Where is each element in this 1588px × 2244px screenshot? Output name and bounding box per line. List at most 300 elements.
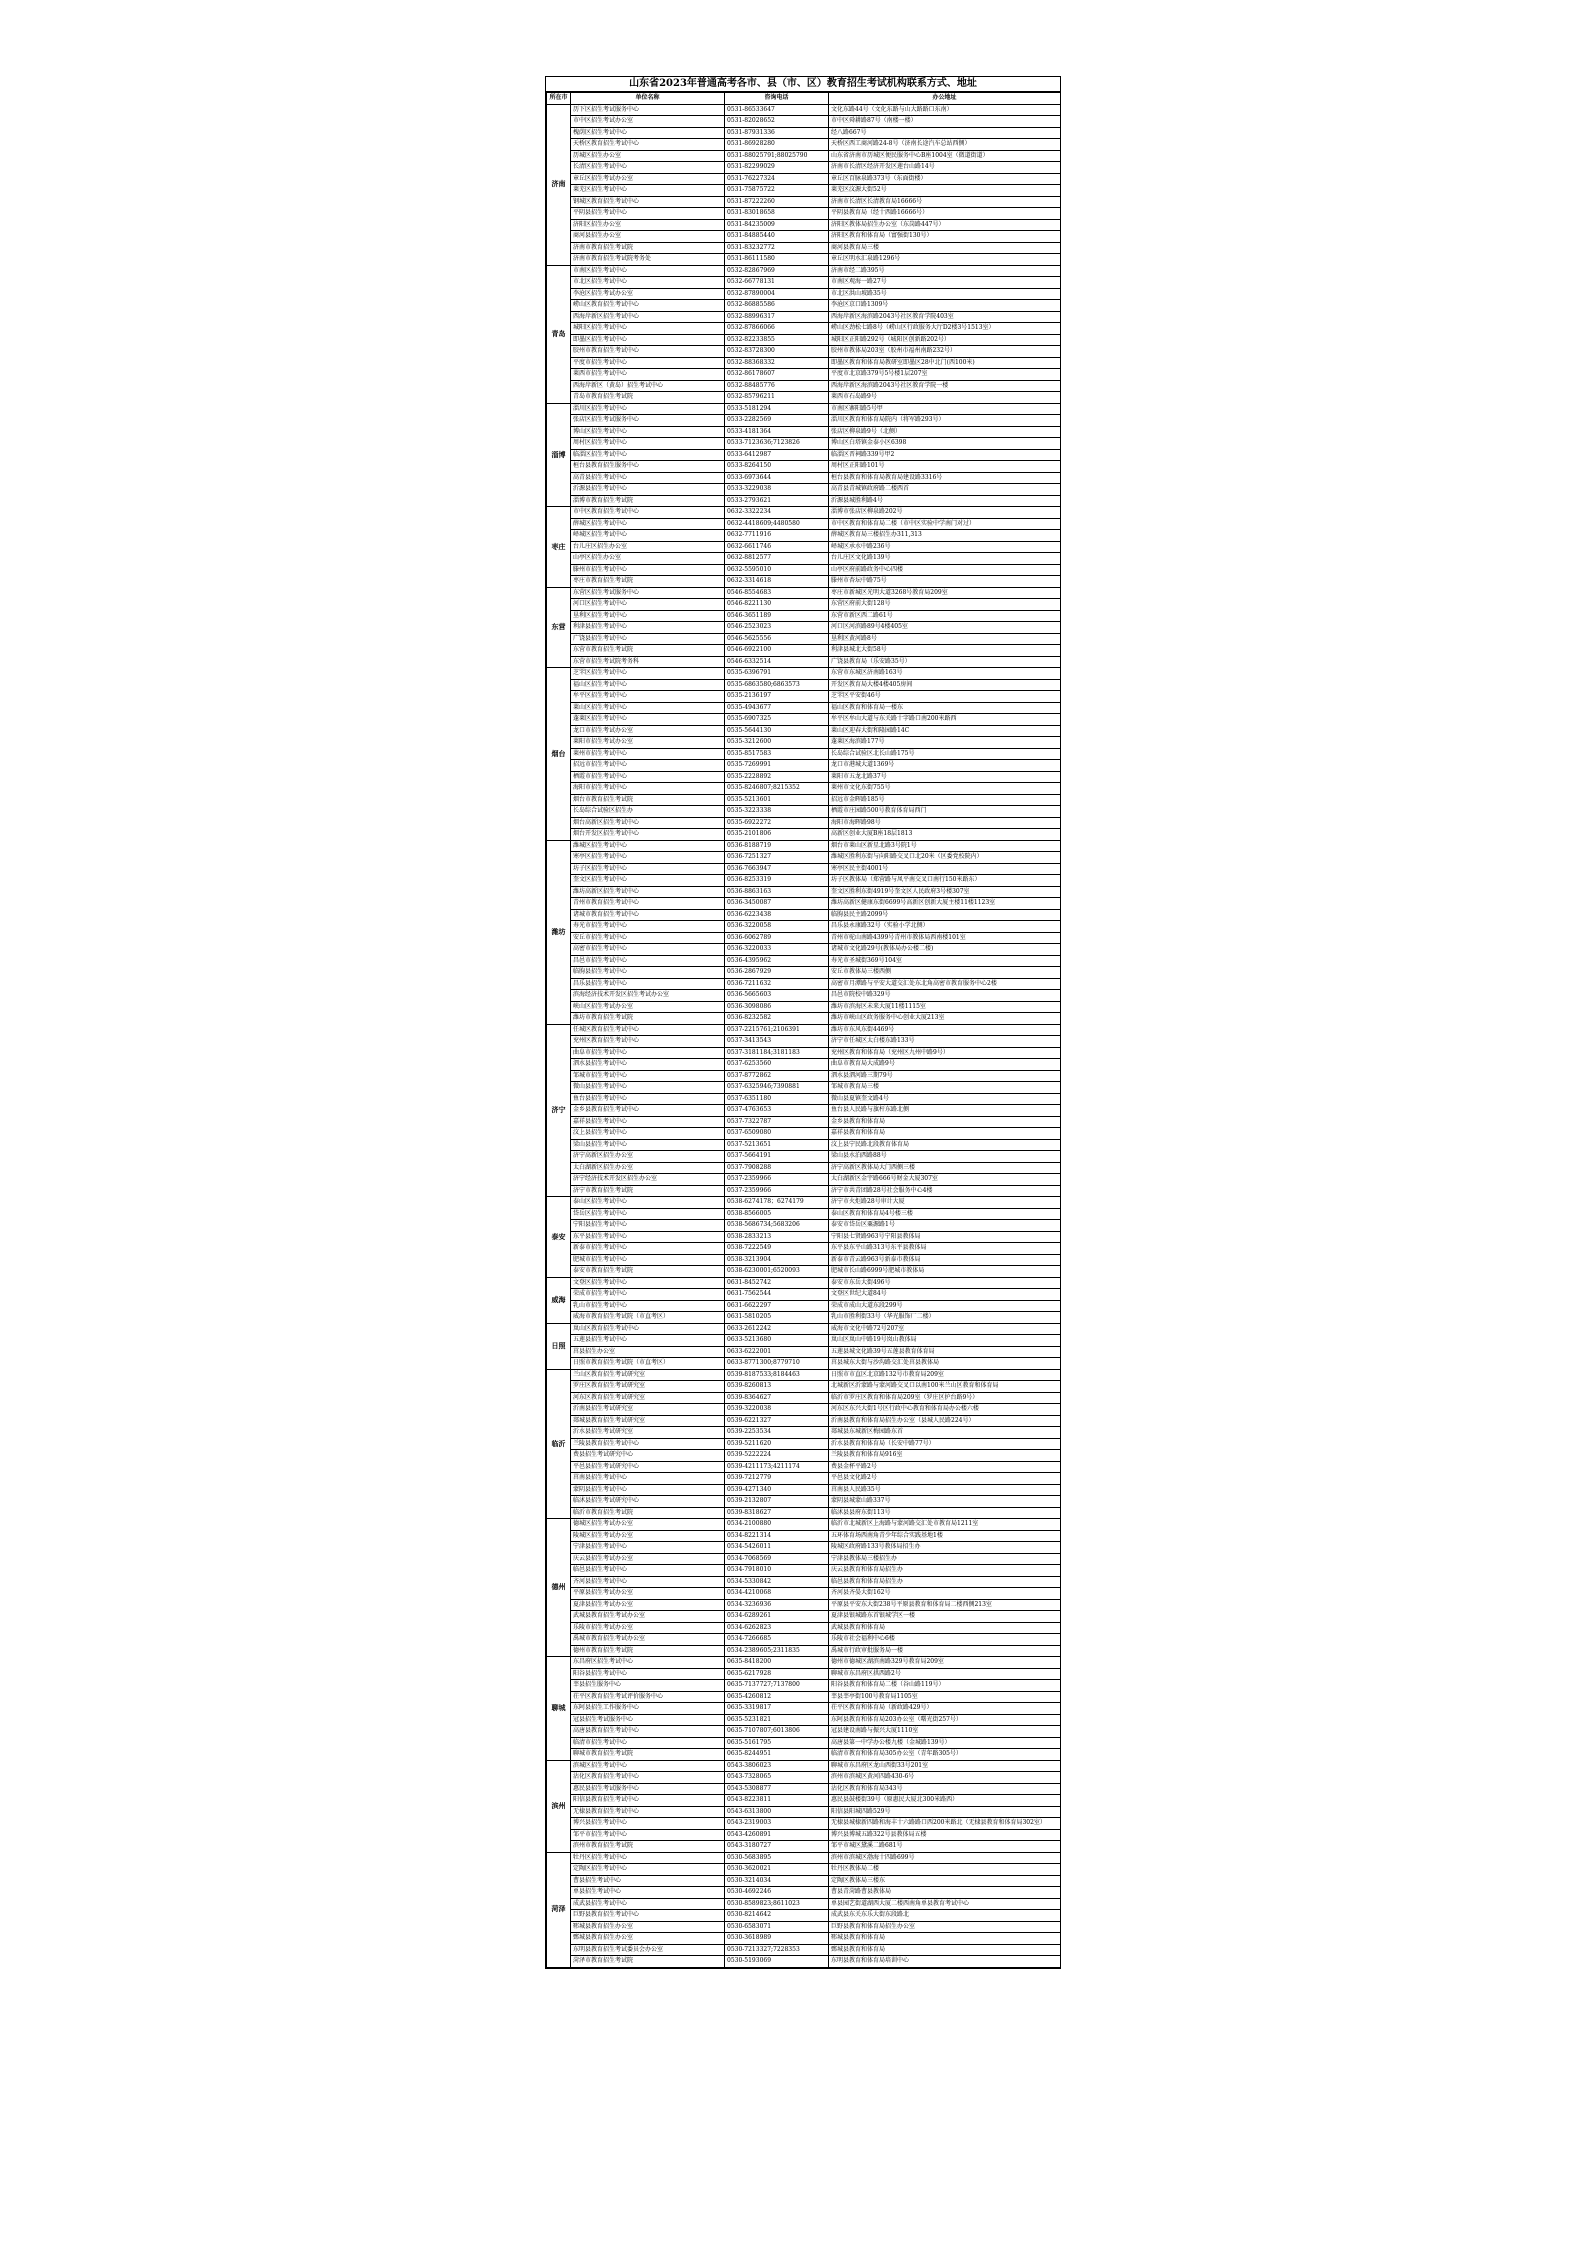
contact-table-document	[545, 76, 1061, 1969]
unit-name-cell: 昌乐县招生考试中心	[571, 978, 725, 990]
phone-cell: 0531-83018658	[725, 208, 829, 220]
address-cell: 德州市德城区湖滨南路329号教育局209室	[829, 1657, 1061, 1669]
unit-name-cell: 邹平市招生考试中心	[571, 1829, 725, 1841]
address-cell: 五莲县城文化路39号五莲县教育体育局	[829, 1346, 1061, 1358]
address-cell: 济宁高新区教体局大门西侧三楼	[829, 1162, 1061, 1174]
unit-name-cell: 冠县招生考试服务中心	[571, 1714, 725, 1726]
address-cell: 文化东路44号（文化东路与山大路路口东南）	[829, 104, 1061, 116]
address-cell: 青州市驼山南路4399号青州市教体局西南楼101室	[829, 932, 1061, 944]
unit-name-cell: 梁山县招生考试中心	[571, 1139, 725, 1151]
unit-name-cell: 沾化区教育招生考试中心	[571, 1772, 725, 1784]
table-row	[547, 794, 1061, 806]
table-row	[547, 1806, 1061, 1818]
page-title: 山东省2023年普通高考各市、县（市、区）教育招生考试机构联系方式、地址	[546, 77, 1060, 92]
table-row	[547, 1611, 1061, 1623]
phone-cell: 0635-6217928	[725, 1668, 829, 1680]
phone-cell: 0537-2359966	[725, 1174, 829, 1186]
address-cell: 陵城区政府路133号教体局招生办	[829, 1542, 1061, 1554]
table-row	[547, 990, 1061, 1002]
unit-name-cell: 兰山区教育招生考试研究室	[571, 1369, 725, 1381]
table-row	[547, 817, 1061, 829]
address-cell: 梁山县水泊西路88号	[829, 1151, 1061, 1163]
phone-cell: 0534-7266685	[725, 1634, 829, 1646]
unit-name-cell: 奎文区招生考试中心	[571, 875, 725, 887]
table-row	[547, 1737, 1061, 1749]
table-row	[547, 1622, 1061, 1634]
table-row	[547, 1231, 1061, 1243]
table-row	[547, 1645, 1061, 1657]
table-row	[547, 978, 1061, 990]
table-row	[547, 760, 1061, 772]
unit-name-cell: 济南市教育招生考试院	[571, 242, 725, 254]
unit-name-cell: 商河县招生办公室	[571, 231, 725, 243]
table-row	[547, 1795, 1061, 1807]
table-row	[547, 438, 1061, 450]
address-cell: 淄川区教育和体育局院内（将军路293号）	[829, 415, 1061, 427]
address-cell: 沾化区教育和体育局343号	[829, 1783, 1061, 1795]
table-row	[547, 1599, 1061, 1611]
phone-cell: 0537-7908288	[725, 1162, 829, 1174]
table-row	[547, 1047, 1061, 1059]
unit-name-cell: 潍城区招生考试中心	[571, 840, 725, 852]
phone-cell: 0535-6863580;6863573	[725, 679, 829, 691]
city-cell: 滨州	[547, 1760, 571, 1852]
phone-cell: 0632-7711916	[725, 530, 829, 542]
unit-name-cell: 胶州市教育招生考试中心	[571, 346, 725, 358]
unit-name-cell: 高青县招生考试中心	[571, 472, 725, 484]
unit-name-cell: 市南区招生考试中心	[571, 265, 725, 277]
unit-name-cell: 诸城市教育招生考试中心	[571, 909, 725, 921]
address-cell: 博兴县博城五路322号县教体局五楼	[829, 1829, 1061, 1841]
phone-cell: 0532-88485776	[725, 380, 829, 392]
unit-name-cell: 蓬莱区招生考试中心	[571, 714, 725, 726]
unit-name-cell: 市中区教育招生考试中心	[571, 507, 725, 519]
unit-name-cell: 坊子区招生考试中心	[571, 863, 725, 875]
phone-cell: 0538-5686734;5683206	[725, 1220, 829, 1232]
phone-cell: 0531-76227324	[725, 173, 829, 185]
address-cell: 李沧区京口路1309号	[829, 300, 1061, 312]
unit-name-cell: 武城县教育招生考试办公室	[571, 1611, 725, 1623]
address-cell: 市南区观海一路27号	[829, 277, 1061, 289]
table-row	[547, 1289, 1061, 1301]
table-row	[547, 944, 1061, 956]
unit-name-cell: 博山区招生考试中心	[571, 426, 725, 438]
phone-cell: 0531-86111580	[725, 254, 829, 266]
phone-cell: 0532-85796211	[725, 392, 829, 404]
unit-name-cell: 宁阳县招生考试中心	[571, 1220, 725, 1232]
phone-cell: 0530-8589823;8611023	[725, 1898, 829, 1910]
phone-cell: 0543-3180727	[725, 1841, 829, 1853]
unit-name-cell: 临淄区招生考试中心	[571, 449, 725, 461]
unit-name-cell: 高密市招生考试中心	[571, 944, 725, 956]
table-row	[547, 1668, 1061, 1680]
city-cell: 济南	[547, 104, 571, 265]
address-cell: 海阳市海晖路98号	[829, 817, 1061, 829]
address-cell: 莱芜区汶源大街52号	[829, 185, 1061, 197]
address-cell: 东平县东平山路313号东平县教体局	[829, 1243, 1061, 1255]
address-cell: 新泰市青云路963号新泰市教体局	[829, 1254, 1061, 1266]
unit-name-cell: 西海岸新区招生考试中心	[571, 311, 725, 323]
table-row	[547, 380, 1061, 392]
unit-name-cell: 河口区招生考试中心	[571, 599, 725, 611]
unit-name-cell: 博兴县招生考试中心	[571, 1818, 725, 1830]
phone-cell: 0543-2319003	[725, 1818, 829, 1830]
address-cell: 曹县青菏路曹县教体局	[829, 1887, 1061, 1899]
phone-cell: 0538-7222549	[725, 1243, 829, 1255]
phone-cell: 0539-5222224	[725, 1450, 829, 1462]
phone-cell: 0533-2793621	[725, 495, 829, 507]
table-row	[547, 1220, 1061, 1232]
unit-name-cell: 茌平区教育招生考试评价服务中心	[571, 1691, 725, 1703]
unit-name-cell: 岱岳区招生考试中心	[571, 1208, 725, 1220]
phone-cell: 0538-6230001;6520093	[725, 1266, 829, 1278]
table-row	[547, 1139, 1061, 1151]
address-cell: 东营区府前大街128号	[829, 599, 1061, 611]
unit-name-cell: 薛城区招生考试中心	[571, 518, 725, 530]
address-cell: 聊城市东昌府区龙山西街33号201室	[829, 1760, 1061, 1772]
unit-name-cell: 周村区招生考试中心	[571, 438, 725, 450]
unit-name-cell: 任城区教育招生考试中心	[571, 1024, 725, 1036]
unit-name-cell: 长清区招生考试中心	[571, 162, 725, 174]
table-row	[547, 1013, 1061, 1025]
address-cell: 庆云县教育和体育局招生办	[829, 1565, 1061, 1577]
address-cell: 市南区寨阳路5号甲	[829, 403, 1061, 415]
unit-name-cell: 莱州市招生考试中心	[571, 748, 725, 760]
table-row	[547, 484, 1061, 496]
unit-name-cell: 泰安市教育招生考试院	[571, 1266, 725, 1278]
phone-cell: 0635-7107807;6013806	[725, 1726, 829, 1738]
address-cell: 邹平市城区黛溪二路681号	[829, 1841, 1061, 1853]
table-row	[547, 1277, 1061, 1289]
phone-cell: 0532-87866066	[725, 323, 829, 335]
phone-cell: 0633-6222001	[725, 1346, 829, 1358]
address-cell: 奎文区胜利东街4919号奎文区人民政府3号楼307室	[829, 886, 1061, 898]
phone-cell: 0635-4260812	[725, 1691, 829, 1703]
unit-name-cell: 昌邑市招生考试中心	[571, 955, 725, 967]
phone-cell: 0631-8452742	[725, 1277, 829, 1289]
table-row	[547, 1507, 1061, 1519]
table-row	[547, 1852, 1061, 1864]
address-cell: 单县园艺街道湖西大厦二楼西南角单县教育考试中心	[829, 1898, 1061, 1910]
address-cell: 泰安市岱岳区粟源路1号	[829, 1220, 1061, 1232]
phone-cell: 0546-8554683	[725, 587, 829, 599]
phone-cell: 0535-8517583	[725, 748, 829, 760]
phone-cell: 0539-2253534	[725, 1427, 829, 1439]
phone-cell: 0533-6973644	[725, 472, 829, 484]
table-row	[547, 737, 1061, 749]
table-row	[547, 1185, 1061, 1197]
address-cell: 济阳区教体局招生办公室（东岗路447号）	[829, 219, 1061, 231]
phone-cell: 0535-5213601	[725, 794, 829, 806]
table-row	[547, 277, 1061, 289]
address-cell: 枣庄市新城区光明大道3268号教育局209室	[829, 587, 1061, 599]
address-cell: 芝罘区平安街46号	[829, 691, 1061, 703]
unit-name-cell: 东平县招生考试中心	[571, 1231, 725, 1243]
city-cell: 泰安	[547, 1197, 571, 1278]
unit-name-cell: 淄川区招生考试中心	[571, 403, 725, 415]
phone-cell: 0532-87890004	[725, 288, 829, 300]
address-cell: 乐陵市社会福利中心6楼	[829, 1634, 1061, 1646]
phone-cell: 0537-8772862	[725, 1070, 829, 1082]
address-cell: 龙口市港城大道1369号	[829, 760, 1061, 772]
city-cell: 威海	[547, 1277, 571, 1323]
table-row	[547, 242, 1061, 254]
phone-cell: 0530-5683895	[725, 1852, 829, 1864]
table-row	[547, 587, 1061, 599]
address-cell: 莒南县人民路35号	[829, 1484, 1061, 1496]
address-cell: 冠县建设南路与振兴大厦1110室	[829, 1726, 1061, 1738]
address-cell: 兖州区教育和体育局（兖州区九州中路9号）	[829, 1047, 1061, 1059]
table-row	[547, 1634, 1061, 1646]
address-cell: 泗水县泗河路三期79号	[829, 1070, 1061, 1082]
table-row	[547, 1519, 1061, 1531]
phone-cell: 0543-6313800	[725, 1806, 829, 1818]
address-cell: 河东区东兴大街1号区行政中心教育和体育局办公楼六楼	[829, 1404, 1061, 1416]
table-row	[547, 231, 1061, 243]
table-row	[547, 633, 1061, 645]
address-cell: 济南市长清区经济开发区莲台山路14号	[829, 162, 1061, 174]
table-row	[547, 955, 1061, 967]
address-cell: 禹城市行政审批服务局一楼	[829, 1645, 1061, 1657]
address-cell: 东明县教育和体育局培训中心	[829, 1956, 1061, 1968]
table-row	[547, 1427, 1061, 1439]
table-row	[547, 645, 1061, 657]
unit-name-cell: 曹县招生考试中心	[571, 1875, 725, 1887]
unit-name-cell: 寿光市招生考试中心	[571, 921, 725, 933]
table-row	[547, 622, 1061, 634]
header-address: 办公地址	[829, 93, 1061, 105]
unit-name-cell: 东昌府区招生考试中心	[571, 1657, 725, 1669]
phone-cell: 0631-6622297	[725, 1300, 829, 1312]
address-cell: 沂源县城胜利路4号	[829, 495, 1061, 507]
phone-cell: 0546-6922100	[725, 645, 829, 657]
table-row	[547, 1415, 1061, 1427]
unit-name-cell: 城阳区招生考试中心	[571, 323, 725, 335]
table-row	[547, 1128, 1061, 1140]
address-cell: 平阴县教育局（经十西路16666号）	[829, 208, 1061, 220]
unit-name-cell: 市北区招生考试中心	[571, 277, 725, 289]
unit-name-cell: 福山区招生考试中心	[571, 679, 725, 691]
table-row	[547, 771, 1061, 783]
address-cell: 济宁市火炬路28号审计大厦	[829, 1197, 1061, 1209]
address-cell: 山东省济南市历城区便民服务中心B座1004室（微道街道）	[829, 150, 1061, 162]
table-row	[547, 1783, 1061, 1795]
city-cell: 潍坊	[547, 840, 571, 1024]
city-cell: 淄博	[547, 403, 571, 507]
phone-cell: 0539-8318627	[725, 1507, 829, 1519]
phone-cell: 0536-2867929	[725, 967, 829, 979]
unit-name-cell: 荣成市招生考试中心	[571, 1289, 725, 1301]
address-cell: 临沂市罗庄区教育和体育局209室（罗庄区护台路9号）	[829, 1392, 1061, 1404]
address-cell: 齐河县齐晏大街162号	[829, 1588, 1061, 1600]
address-cell: 昌邑市院校中路329号	[829, 990, 1061, 1002]
table-row	[547, 346, 1061, 358]
phone-cell: 0536-7211632	[725, 978, 829, 990]
address-cell: 西海岸新区海滨路2043号社区教育学院一楼	[829, 380, 1061, 392]
table-row	[547, 702, 1061, 714]
phone-cell: 0635-3319817	[725, 1703, 829, 1715]
phone-cell: 0532-82233855	[725, 334, 829, 346]
unit-name-cell: 泰山区招生考试中心	[571, 1197, 725, 1209]
unit-name-cell: 济阳区招生办公室	[571, 219, 725, 231]
unit-name-cell: 单县招生考试中心	[571, 1887, 725, 1899]
unit-name-cell: 莱西市招生考试中心	[571, 369, 725, 381]
address-cell: 巨野县教育和体育局招生办公室	[829, 1921, 1061, 1933]
unit-name-cell: 日照市教育招生考试院（市直考区）	[571, 1358, 725, 1370]
phone-cell: 0537-5213651	[725, 1139, 829, 1151]
phone-cell: 0536-7663947	[725, 863, 829, 875]
table-row	[547, 932, 1061, 944]
table-row	[547, 576, 1061, 588]
unit-name-cell: 青州市教育招生考试中心	[571, 898, 725, 910]
address-cell: 即墨区教育和体育局教研室即墨区28中北门(西100米)	[829, 357, 1061, 369]
address-cell: 阳谷县教育和体育局二楼（谷山路119号）	[829, 1680, 1061, 1692]
unit-name-cell: 临朐县招生考试中心	[571, 967, 725, 979]
address-cell: 平原县平安东大街238号平原县教育和体育局二楼西侧213室	[829, 1599, 1061, 1611]
phone-cell: 0535-7269991	[725, 760, 829, 772]
table-row	[547, 162, 1061, 174]
unit-name-cell: 东营市教育招生考试院	[571, 645, 725, 657]
table-row	[547, 1001, 1061, 1013]
unit-name-cell: 金乡县教育招生考试中心	[571, 1105, 725, 1117]
address-cell: 潍坊高新区健康东街6699号高新区创新大厦主楼11楼1123室	[829, 898, 1061, 910]
unit-name-cell: 青岛市教育招生考试院	[571, 392, 725, 404]
unit-name-cell: 嘉祥县招生考试中心	[571, 1116, 725, 1128]
address-cell: 峄城区承水中路236号	[829, 541, 1061, 553]
phone-cell: 0538-2833213	[725, 1231, 829, 1243]
table-row	[547, 1829, 1061, 1841]
address-cell: 福山区教育和体育局一楼东	[829, 702, 1061, 714]
address-cell: 济阳区教育和体育局（富强街130号）	[829, 231, 1061, 243]
phone-cell: 0532-83728300	[725, 346, 829, 358]
unit-name-cell: 历城区招生办公室	[571, 150, 725, 162]
unit-name-cell: 临沂市教育招生考试院	[571, 1507, 725, 1519]
address-cell: 太白湖新区金宇路666号财金大厦307室	[829, 1174, 1061, 1186]
unit-name-cell: 平度市招生考试中心	[571, 357, 725, 369]
phone-cell: 0534-4210068	[725, 1588, 829, 1600]
table-row	[547, 1093, 1061, 1105]
table-row	[547, 1254, 1061, 1266]
phone-cell: 0537-6325946;7390881	[725, 1082, 829, 1094]
address-cell: 山亭区府前路政务中心四楼	[829, 564, 1061, 576]
phone-cell: 0537-3181184;3181183	[725, 1047, 829, 1059]
unit-name-cell: 张店区招生考试服务中心	[571, 415, 725, 427]
address-cell: 天桥区西工商河路24-8号（济南长途汽车总站西侧）	[829, 139, 1061, 151]
address-cell: 坊子区教体局（郑营路与凤平南交叉口南行150米路东）	[829, 875, 1061, 887]
table-body	[547, 104, 1061, 1967]
unit-name-cell: 东营市招生考试院考务科	[571, 656, 725, 668]
phone-cell: 0537-7322787	[725, 1116, 829, 1128]
address-cell: 沂水县教育和体育局（长安中路77号）	[829, 1438, 1061, 1450]
address-cell: 武城县教育和体育局	[829, 1622, 1061, 1634]
address-cell: 薛城区教育局三楼招生办311,313	[829, 530, 1061, 542]
unit-name-cell: 高唐县教育招生考试中心	[571, 1726, 725, 1738]
unit-name-cell: 鱼台县招生考试中心	[571, 1093, 725, 1105]
phone-cell: 0534-3236936	[725, 1599, 829, 1611]
phone-cell: 0537-4763653	[725, 1105, 829, 1117]
address-cell: 莱西市石岛路9号	[829, 392, 1061, 404]
address-cell: 章丘区百脉泉路373号（东面街楼）	[829, 173, 1061, 185]
unit-name-cell: 栖霞市招生考试中心	[571, 771, 725, 783]
table-row	[547, 541, 1061, 553]
address-cell: 烟台市莱山区新星北路3号院1号	[829, 840, 1061, 852]
table-row	[547, 1323, 1061, 1335]
phone-cell: 0635-8244951	[725, 1749, 829, 1761]
header-city: 所在市	[547, 93, 571, 105]
phone-cell: 0536-8232582	[725, 1013, 829, 1025]
table-row	[547, 863, 1061, 875]
address-cell: 威海市文化中路72号207室	[829, 1323, 1061, 1335]
address-cell: 滨州市滨城区渤海十四路699号	[829, 1852, 1061, 1864]
table-row	[547, 1772, 1061, 1784]
phone-cell: 0546-3651189	[725, 610, 829, 622]
table-row	[547, 196, 1061, 208]
table-row	[547, 1691, 1061, 1703]
address-cell: 泰安市东岳大街496号	[829, 1277, 1061, 1289]
phone-cell: 0543-8223811	[725, 1795, 829, 1807]
unit-name-cell: 河东区教育招生考试研究室	[571, 1392, 725, 1404]
address-cell: 东阿县教育和体育局203办公室（曙光街257号）	[829, 1714, 1061, 1726]
address-cell: 莘县莘亭街100号教育局1105室	[829, 1691, 1061, 1703]
unit-name-cell: 临沭县招生考试研究中心	[571, 1496, 725, 1508]
address-cell: 临沂市北城新区上海路与蒙河路交汇处市教育局1211室	[829, 1519, 1061, 1531]
unit-name-cell: 芝罘区招生考试中心	[571, 668, 725, 680]
phone-cell: 0539-6221327	[725, 1415, 829, 1427]
phone-cell: 0537-6253560	[725, 1059, 829, 1071]
phone-cell: 0531-82028652	[725, 116, 829, 128]
table-row	[547, 1749, 1061, 1761]
table-row	[547, 1346, 1061, 1358]
unit-name-cell: 枣庄市教育招生考试院	[571, 576, 725, 588]
phone-cell: 0531-84235009	[725, 219, 829, 231]
header-unit-name: 单位名称	[571, 93, 725, 105]
address-cell: 台儿庄区文化路139号	[829, 553, 1061, 565]
unit-name-cell: 崂山区教育招生考试中心	[571, 300, 725, 312]
unit-name-cell: 阳谷县招生考试中心	[571, 1668, 725, 1680]
unit-name-cell: 微山县招生考试中心	[571, 1082, 725, 1094]
table-row	[547, 369, 1061, 381]
phone-cell: 0535-6907325	[725, 714, 829, 726]
unit-name-cell: 潍坊高新区招生考试中心	[571, 886, 725, 898]
address-cell: 开发区教育局大楼4楼405房间	[829, 679, 1061, 691]
phone-cell: 0631-7562544	[725, 1289, 829, 1301]
address-cell: 利津县城北大街58号	[829, 645, 1061, 657]
table-row	[547, 1358, 1061, 1370]
unit-name-cell: 文登区招生考试中心	[571, 1277, 725, 1289]
table-row	[547, 668, 1061, 680]
address-cell: 潍坊市滨海区未来大厦11楼1115室	[829, 1001, 1061, 1013]
address-cell: 高青县青城镇政府路二楼西首	[829, 484, 1061, 496]
phone-cell: 0532-88368332	[725, 357, 829, 369]
city-cell: 烟台	[547, 668, 571, 841]
phone-cell: 0539-8260813	[725, 1381, 829, 1393]
table-row	[547, 679, 1061, 691]
unit-name-cell: 济宁市教育招生考试院	[571, 1185, 725, 1197]
table-row	[547, 921, 1061, 933]
city-cell: 青岛	[547, 265, 571, 403]
table-row	[547, 1887, 1061, 1899]
phone-cell: 0534-6289261	[725, 1611, 829, 1623]
table-row	[547, 1450, 1061, 1462]
unit-name-cell: 海阳市招生考试中心	[571, 783, 725, 795]
phone-cell: 0632-8812577	[725, 553, 829, 565]
address-cell: 市中区教育和体育局二楼（市中区实验中学南门对过）	[829, 518, 1061, 530]
phone-cell: 0535-6922272	[725, 817, 829, 829]
phone-cell: 0535-4943677	[725, 702, 829, 714]
address-cell: 文登区世纪大道84号	[829, 1289, 1061, 1301]
table-row	[547, 403, 1061, 415]
phone-cell: 0536-3450087	[725, 898, 829, 910]
